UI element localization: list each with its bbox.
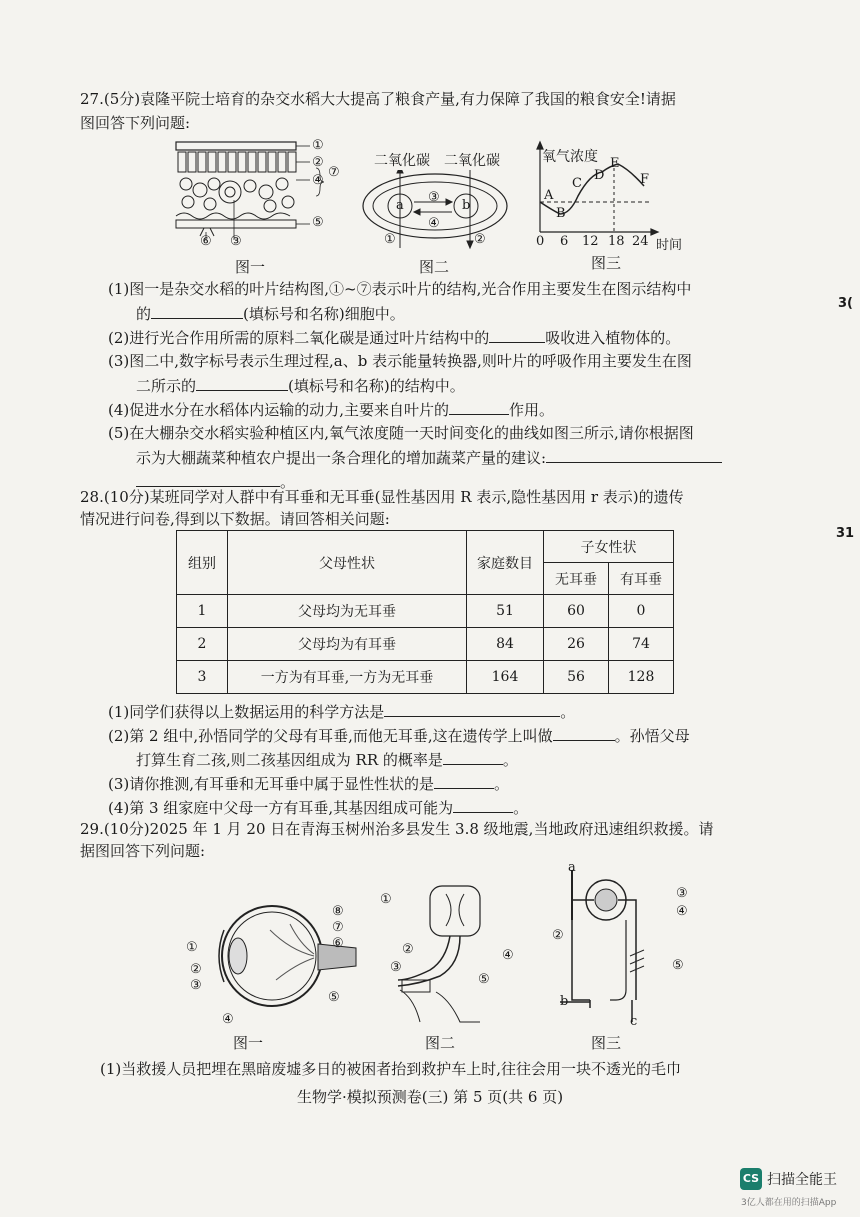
q27-fig2-a: a (396, 198, 404, 213)
q27-q4-prefix: (4)促进水分在水稻体内运输的动力,主要来自叶片的 (108, 401, 450, 419)
table-cell-group: 1 (177, 595, 228, 628)
q27-fig1-label-5: ⑤ (312, 215, 324, 230)
table-header-group: 组别 (177, 531, 228, 595)
q27-q2-prefix: (2)进行光合作用所需的原料二氧化碳是通过叶片结构中的 (108, 329, 490, 347)
q27-fig3-xtick-0: 0 (536, 234, 545, 249)
q27-q5-end: 。 (280, 473, 296, 491)
q28-q1-prefix: (1)同学们获得以上数据运用的科学方法是 (108, 703, 385, 721)
table-cell-lobe: 74 (609, 628, 674, 661)
q27-fig3-point-b: B (556, 206, 566, 221)
q27-q2-suffix: 吸收进入植物体的。 (545, 329, 681, 347)
camscanner-logo-icon: CS (740, 1168, 762, 1190)
table-header-parent: 父母性状 (228, 531, 467, 595)
q27-fig3-point-f: F (640, 172, 650, 187)
q27-fig2-n2: ② (474, 232, 486, 247)
q29-fig3-caption: 图三 (590, 1034, 621, 1052)
q29-fig2-label-1: ① (380, 892, 392, 907)
q29-fig1-label-1: ① (186, 940, 198, 955)
q29-fig1-label-5: ⑤ (328, 990, 340, 1005)
q27-fig2-top-right: 二氧化碳 (444, 153, 500, 169)
q28-q4-blank[interactable] (453, 796, 513, 813)
table-row (177, 595, 674, 628)
table-row (177, 661, 674, 694)
q28-q2-line1 (108, 724, 760, 747)
q28-q2-end: 。 (502, 751, 518, 769)
table-cell-count: 84 (467, 628, 544, 661)
q28-q1-blank[interactable] (384, 700, 560, 717)
q28-q1-suffix: 。 (560, 703, 576, 721)
q28-q2-blank-2[interactable] (443, 748, 503, 765)
q29-fig3-label-4: ④ (676, 904, 688, 919)
q27-q5-line2 (136, 446, 760, 469)
q27-q3-line2 (136, 374, 760, 397)
table-cell-no-lobe: 60 (544, 595, 609, 628)
table-header-count: 家庭数目 (467, 531, 544, 595)
q28-intro-line2: 情况进行问卷,得到以下数据。请回答相关问题: (80, 510, 390, 528)
q29-fig2-label-3: ③ (390, 960, 402, 975)
table-cell-lobe: 128 (609, 661, 674, 694)
q28-q2-prefix: (2)第 2 组中,孙悟同学的父母有耳垂,而他无耳垂,这在遗传学上叫做 (108, 727, 553, 745)
side-mark-1: 3( (838, 296, 853, 311)
q27-q4-line (108, 398, 760, 421)
q29-fig3-c: c (630, 1014, 638, 1029)
q29-intro-line2: 据图回答下列问题: (80, 842, 206, 860)
table-header-lobe: 有耳垂 (609, 563, 674, 595)
q27-q1-prefix: 的 (136, 305, 152, 323)
table-cell-no-lobe: 26 (544, 628, 609, 661)
q28-intro-line1: 28.(10分)某班同学对人群中有耳垂和无耳垂(显性基因用 R 表示,隐性基因用 r 表示)的遗传 (80, 488, 684, 506)
q27-fig2-caption: 图二 (418, 258, 449, 276)
q27-intro-line1: 27.(5分)袁隆平院士培育的杂交水稻大大提高了粮食产量,有力保障了我国的粮食安全!请据 (80, 90, 676, 108)
q29-fig1-label-2: ② (190, 962, 202, 977)
q27-q4-blank[interactable] (449, 398, 509, 415)
q27-q3-blank[interactable] (196, 374, 288, 391)
q29-fig3-label-5: ⑤ (672, 958, 684, 973)
page-footer: 生物学·模拟预测卷(三) 第 5 页(共 6 页) (296, 1088, 564, 1106)
table-cell-no-lobe: 56 (544, 661, 609, 694)
table-cell-count: 51 (467, 595, 544, 628)
q28-q4-line (108, 796, 760, 819)
q28-q4-suffix: 。 (513, 799, 529, 817)
q29-fig2-label-5: ⑤ (478, 972, 490, 987)
table-cell-lobe: 0 (609, 595, 674, 628)
table-cell-count: 164 (467, 661, 544, 694)
q28-q2-mid: 。孙悟父母 (614, 727, 690, 745)
q27-q5-blank-1[interactable] (546, 446, 722, 463)
q27-fig1-label-7: ⑦ (328, 165, 340, 180)
q27-q5-prefix: 示为大棚蔬菜种植农户提出一条合理化的增加蔬菜产量的建议: (136, 449, 547, 467)
table-cell-parent: 父母均为有耳垂 (228, 628, 467, 661)
q27-fig3-xlabel: 时间 (656, 238, 683, 253)
q27-q5-blank-2[interactable] (136, 470, 280, 487)
table-header-no-lobe: 无耳垂 (544, 563, 609, 595)
q27-fig2-n4: ④ (428, 216, 440, 231)
camscanner-tagline: 3亿人都在用的扫描App (741, 1198, 837, 1208)
q29-fig2-caption: 图二 (424, 1034, 455, 1052)
q29-fig2-label-4: ④ (502, 948, 514, 963)
table-cell-parent: 一方为有耳垂,一方为无耳垂 (228, 661, 467, 694)
q27-fig3-caption: 图三 (590, 254, 621, 272)
q27-fig1-label-4: ④ (312, 173, 324, 188)
q27-q5-line1: (5)在大棚杂交水稻实验种植区内,氧气浓度随一天时间变化的曲线如图三所示,请你根据图 (108, 424, 694, 442)
q29-fig3-label-2: ② (552, 928, 564, 943)
q27-q3-suffix: (填标号和名称)的结构中。 (288, 377, 465, 395)
q27-intro-line2: 图回答下列问题: (80, 114, 191, 132)
q28-q3-suffix: 。 (494, 775, 510, 793)
q27-fig3-xtick-18: 18 (608, 234, 625, 249)
q27-fig2-n3: ③ (428, 190, 440, 205)
q27-fig3-point-d: D (594, 168, 605, 183)
q27-fig1-label-1: ① (312, 138, 324, 153)
q27-fig3-point-c: C (572, 176, 582, 191)
q29-fig3-label-3: ③ (676, 886, 688, 901)
q27-fig3-xtick-12: 12 (582, 234, 599, 249)
q27-fig2-cell (360, 170, 510, 250)
q27-q2-line (108, 326, 760, 349)
q27-fig1-label-3: ③ (230, 234, 242, 249)
q27-q1-suffix: (填标号和名称)细胞中。 (243, 305, 405, 323)
q27-q3-line1: (3)图二中,数字标号表示生理过程,a、b 表示能量转换器,则叶片的呼吸作用主要发生在图 (108, 352, 692, 370)
q29-fig2-label-2: ② (402, 942, 414, 957)
q29-fig3-b: b (560, 994, 569, 1009)
q28-q4-prefix: (4)第 3 组家庭中父母一方有耳垂,其基因组成可能为 (108, 799, 454, 817)
q28-q3-line (108, 772, 760, 795)
q27-q1-blank[interactable] (151, 302, 243, 319)
q29-fig1-label-6: ⑥ (332, 936, 344, 951)
q27-fig3-ylabel: 氧气浓度 (542, 149, 598, 165)
q27-fig3-xtick-24: 24 (632, 234, 649, 249)
table-header-child: 子女性状 (544, 531, 674, 563)
q28-q2-line2 (136, 748, 760, 771)
q28-data-table (176, 530, 674, 694)
q29-q1-line: (1)当救援人员把埋在黑暗废墟多日的被困者抬到救护车上时,往往会用一块不透光的毛巾 (100, 1060, 682, 1078)
q29-fig1-label-3: ③ (190, 978, 202, 993)
side-mark-2: 31 (836, 526, 855, 541)
table-row (177, 628, 674, 661)
q27-fig2-b: b (462, 198, 471, 213)
q27-fig3-xtick-6: 6 (560, 234, 569, 249)
q27-fig1-label-6: ⑥ (200, 234, 212, 249)
q27-q2-blank[interactable] (489, 326, 545, 343)
q27-q1-line2 (136, 302, 760, 325)
q29-fig1-label-7: ⑦ (332, 920, 344, 935)
q28-q2-prefix2: 打算生育二孩,则二孩基因组成为 RR 的概率是 (136, 751, 443, 769)
q27-fig3-point-e: E (610, 156, 620, 171)
q28-q3-blank[interactable] (434, 772, 494, 789)
q28-q2-blank-1[interactable] (553, 724, 615, 741)
q29-fig1-label-8: ⑧ (332, 904, 344, 919)
q27-fig2-n1: ① (384, 232, 396, 247)
q27-fig1-label-2: ② (312, 155, 324, 170)
q27-fig3-point-a: A (544, 188, 554, 203)
q27-q3-prefix: 二所示的 (136, 377, 197, 395)
q27-q1-line1: (1)图一是杂交水稻的叶片结构图,①~⑦表示叶片的结构,光合作用主要发生在图示结构中 (108, 280, 692, 298)
table-cell-parent: 父母均为无耳垂 (228, 595, 467, 628)
q29-fig3-a: a (568, 860, 576, 875)
q28-q1-line (108, 700, 760, 723)
table-cell-group: 2 (177, 628, 228, 661)
table-cell-group: 3 (177, 661, 228, 694)
q27-q4-suffix: 作用。 (509, 401, 555, 419)
q29-fig1-label-4: ④ (222, 1012, 234, 1027)
q27-fig1-caption: 图一 (234, 258, 265, 276)
q28-q3-prefix: (3)请你推测,有耳垂和无耳垂中属于显性性状的是 (108, 775, 435, 793)
q29-fig1-caption: 图一 (232, 1034, 263, 1052)
camscanner-name: 扫描全能王 (767, 1172, 837, 1188)
q29-intro-line1: 29.(10分)2025 年 1 月 20 日在青海玉树州治多县发生 3.8 级地震,当地政府迅速组织救援。请 (80, 820, 714, 838)
q27-fig2-top-left: 二氧化碳 (374, 153, 430, 169)
